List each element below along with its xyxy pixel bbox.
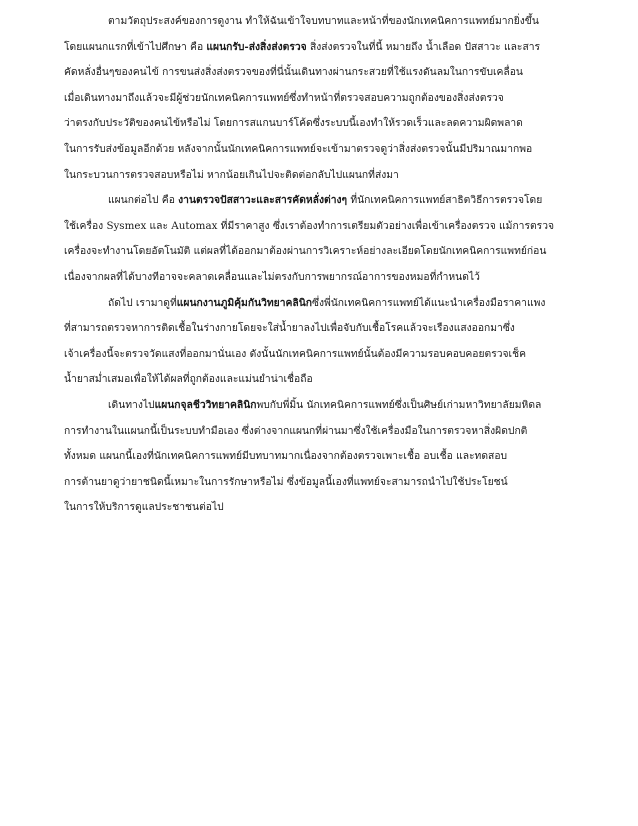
text-line	[64, 265, 584, 291]
text-line	[64, 35, 584, 61]
text-span: แผนกต่อไป คือ	[108, 194, 179, 207]
text-line	[64, 214, 584, 240]
text-line	[64, 342, 584, 368]
body-text	[64, 9, 584, 521]
paragraph	[64, 291, 584, 393]
text-span: ที่นักเทคนิคการแพทย์สาธิตวิธีการตรวจโดย	[347, 194, 543, 207]
text-line	[64, 9, 584, 35]
text-line	[64, 111, 584, 137]
text-line	[64, 444, 584, 470]
bold-text: แผนกจุลชีววิทยาคลินิก	[154, 398, 257, 411]
text-span: น้ำยาสม่ำเสมอเพื่อให้ได้ผลที่ถูกต้องและแม่นยำน่าเชื่อถือ	[64, 373, 313, 386]
text-span: เจ้าเครื่องนี้จะตรวจวัดแสงที่ออกมานั่นเอง ดังนั้นนักเทคนิคการแพทย์นั้นต้องมีความรอบคอบคอยตรวจเช็ค	[64, 347, 526, 360]
text-span: ในกระบวนการตรวจสอบหรือไม่ หากน้อยเกินไปจะติดต่อกลับไปแผนกที่ส่งมา	[64, 168, 399, 181]
text-span: ซึ่งพี่นักเทคนิคการแพทย์ได้แนะนำเครื่องมือราคาแพง	[311, 296, 546, 309]
text-line	[64, 86, 584, 112]
text-span: เดินทางไป	[108, 398, 155, 411]
text-span: เมื่อเดินทางมาถึงแล้วจะมีผู้ช่วยนักเทคนิคการแพทย์ซึ่งทำหน้าที่ตรวจสอบความถูกต้องของสิ่งส่งตรวจ	[64, 91, 504, 104]
bold-text: แผนกรับ-ส่งสิ่งส่งตรวจ	[206, 40, 307, 53]
text-line	[64, 163, 584, 189]
text-line	[64, 188, 584, 214]
text-span: เนื่องจากผลที่ได้บางทีอาจจะคลาดเคลื่อนและไม่ตรงกับการพยากรณ์อาการของหมอที่กำหนดไว้	[64, 270, 480, 283]
text-span: การทำงานในแผนกนี้เป็นระบบทำมือเอง ซึ่งต่างจากแผนกที่ผ่านมาซึ่งใช้เครื่องมือในการตรวจหาสิ่งผิดปกติ	[64, 424, 528, 437]
text-span: ใช้เครื่อง Sysmex และ Automax ที่มีราคาสูง ซึ่งเราต้องทำการเตรียมตัวอย่างเพื่อเข้าเครื่องตรวจ แม้การตรวจ	[64, 219, 555, 232]
text-span: ถัดไป เรามาดูที่	[108, 296, 177, 309]
text-span: สิ่งส่งตรวจในที่นี้ หมายถึง น้ำเลือด ปัสสาวะ และสาร	[306, 40, 541, 53]
paragraph	[64, 393, 584, 521]
text-span: ในการรับส่งข้อมูลอีกด้วย หลังจากนั้นนักเทคนิคการแพทย์จะเข้ามาตรวจดูว่าสิ่งส่งตรวจนั้นมีปริมาณมากพอ	[64, 142, 533, 155]
text-span: พบกับพี่มิ้น นักเทคนิคการแพทย์ซึ่งเป็นศิษย์เก่ามหาวิทยาลัยมหิดล	[256, 398, 542, 411]
text-line	[64, 393, 584, 419]
text-span: ทั้งหมด แผนกนี้เองที่นักเทคนิคการแพทย์มีบทบาทมากเนื่องจากต้องตรวจเพาะเชื้อ อบเชื้อ และทดสอบ	[64, 450, 508, 463]
text-line	[64, 137, 584, 163]
bold-text: งานตรวจปัสสาวะและสารคัดหลั่งต่างๆ	[178, 194, 348, 207]
paragraph	[64, 9, 584, 188]
text-line	[64, 495, 584, 521]
text-line	[64, 419, 584, 445]
text-span: ตามวัตถุประสงค์ของการดูงาน ทำให้ฉันเข้าใจบทบาทและหน้าที่ของนักเทคนิคการแพทย์มากยิ่งขึ้น	[108, 15, 539, 27]
paragraph	[64, 188, 584, 290]
text-span: ว่าตรงกับประวัติของคนไข้หรือไม่ โดยการสแกนบาร์โค้ดซึ่งระบบนี้เองทำให้รวดเร็วและลดความผิดพลาด	[64, 117, 523, 130]
text-span: โดยแผนกแรกที่เข้าไปศึกษา คือ	[64, 40, 207, 53]
text-span: เครื่องจะทำงานโดยอัตโนมัติ แต่ผลที่ได้ออกมาต้องผ่านการวิเคราะห์อย่างละเอียดโดยนักเทคนิคการแพทย์ก่อน	[64, 245, 547, 258]
bold-text: แผนกงานภูมิคุ้มกันวิทยาคลินิก	[176, 296, 312, 309]
text-span: คัดหลั่งอื่นๆของคนไข้ การขนส่งสิ่งส่งตรวจของที่นี่นั้นเดินทางผ่านกระสวยที่ใช้แรงดันลมในการขับเคลื่อน	[64, 66, 523, 79]
text-line	[64, 470, 584, 496]
text-line	[64, 291, 584, 317]
text-span: ที่สามารถตรวจหาการติดเชื้อในร่างกายโดยจะใส่น้ำยาลงไปเพื่อจับกับเชื้อโรคแล้วจะเรืองแสงออกมาซึ่ง	[64, 322, 515, 335]
text-span: การต้านยาดูว่ายาชนิดนี้เหมาะในการรักษาหรือไม่ ซึ่งข้อมูลนี้เองที่แพทย์จะสามารถนำไปใช้ประโยชน์	[64, 475, 508, 488]
text-line	[64, 60, 584, 86]
text-line	[64, 367, 584, 393]
text-line	[64, 316, 584, 342]
text-line	[64, 239, 584, 265]
text-span: ในการให้บริการดูแลประชาชนต่อไป	[64, 501, 224, 514]
